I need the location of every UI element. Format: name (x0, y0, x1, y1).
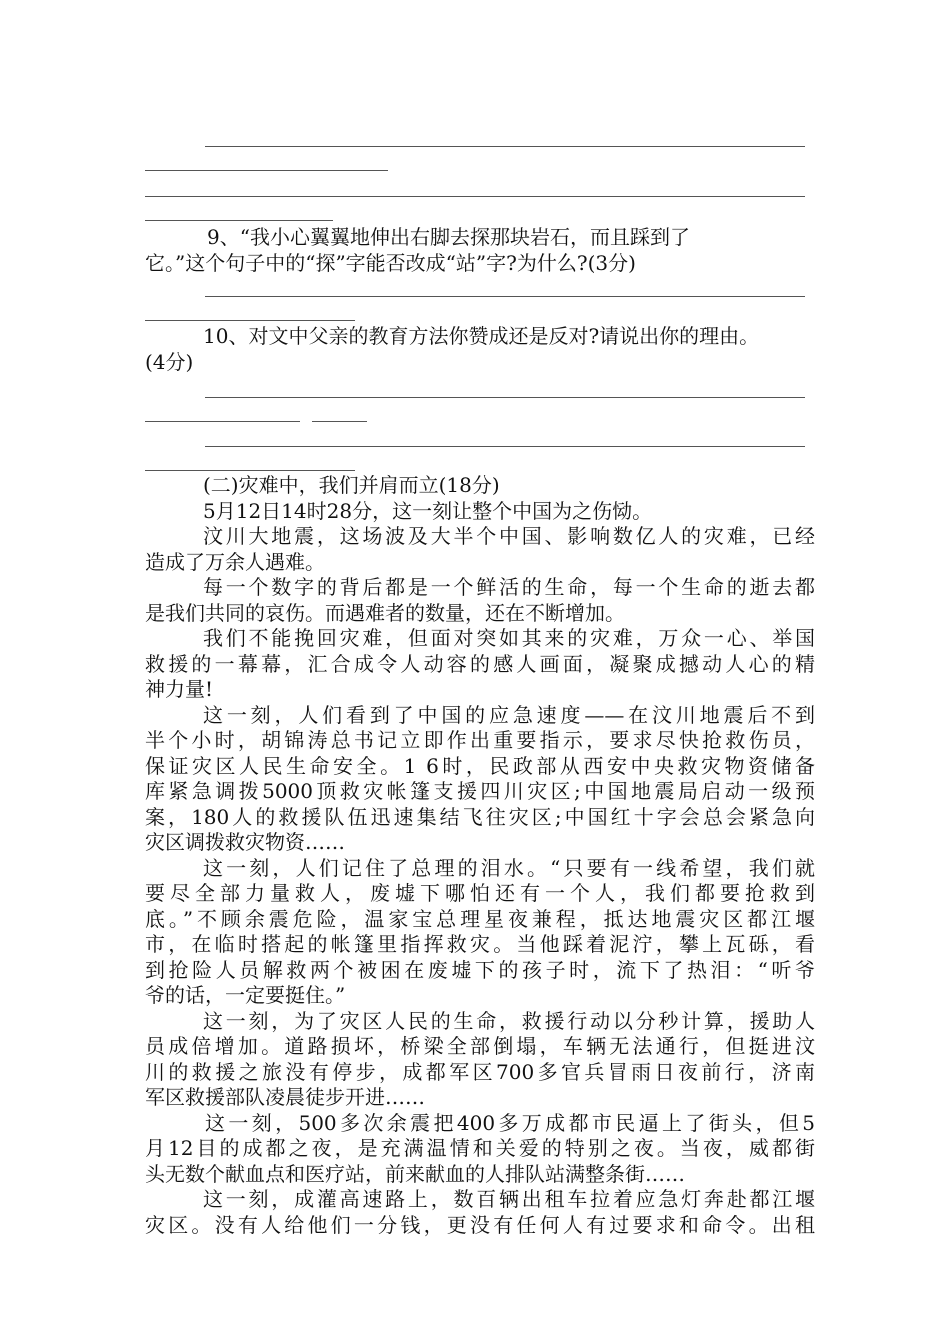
paragraph-7-line: 川的救援之旅没有停步，成都军区700多官兵冒雨日夜前行，济南 (145, 1059, 815, 1084)
paragraph-2-line: 汶川大地震，这场波及大半个中国、影响数亿人的灾难，已经 (203, 524, 815, 548)
section-heading: (二)灾难中，我们并肩而立(18分) (203, 473, 500, 497)
paragraph-5-line: 灾区调拨救灾物资…… (145, 830, 345, 854)
paragraph-8-line: 这一刻，500多次余震把400多万成都市民逼上了街头，但5 (205, 1110, 815, 1135)
paragraph-9-line: 灾区。没有人给他们一分钱，更没有任何人有过要求和命令。出租 (145, 1212, 815, 1237)
answer-line[interactable] (145, 470, 355, 471)
paragraph-8-line: 月12目的成都之夜，是充满温情和关爱的特别之夜。当夜，威都街 (145, 1136, 815, 1160)
paragraph-8-line: 头无数个献血点和医疗站，前来献血的人排队站满整条街…… (145, 1161, 685, 1186)
paragraph-6-line: 这一刻，人们记住了总理的泪水。“只要有一线希望，我们就 (203, 855, 815, 880)
paragraph-3-line: 每一个数字的背后都是一个鲜活的生命，每一个生命的逝去都 (203, 575, 815, 599)
paragraph-5-line: 半个小时，胡锦涛总书记立即作出重要指示，要求尽快抢救伤员， (145, 728, 815, 752)
answer-line[interactable] (145, 320, 355, 321)
paragraph-5-line: 保证灾区人民生命安全。1 6时，民政部从西安中央救灾物资储备 (145, 753, 815, 778)
paragraph-6-line: 爷的话，一定要挺住。” (145, 983, 346, 1007)
answer-line[interactable] (205, 296, 805, 297)
reading-passage (145, 473, 815, 1238)
paragraph-5-line: 库紧急调拨5000顶救灾帐篷支援四川灾区;中国地震局启动一级预 (145, 779, 815, 803)
answer-line[interactable] (145, 220, 333, 221)
question-10 (145, 324, 835, 375)
answer-line[interactable] (205, 397, 805, 398)
paragraph-9-line: 这一刻，成灌高速路上，数百辆出租车拉着应急灯奔赴都江堰 (203, 1187, 815, 1211)
question-10-line1: 10、对文中父亲的教育方法你赞成还是反对?请说出你的理由。 (203, 324, 760, 348)
question-9 (145, 225, 815, 276)
paragraph-7-line: 军区救援部队凌晨徒步开进…… (145, 1085, 425, 1109)
paragraph-4-line: 救援的一幕幕，汇合成令人动容的感人画面，凝聚成撼动人心的精 (145, 651, 815, 676)
paragraph-5-line: 案，180人的救援队伍迅速集结飞往灾区;中国红十字会总会紧急向 (145, 804, 815, 829)
answer-line[interactable] (312, 421, 367, 422)
question-9-line2: 它。”这个句子中的“探”字能否改成“站”字?为什么?(3分) (145, 250, 636, 275)
answer-line[interactable] (145, 421, 300, 422)
paragraph-4-line: 我们不能挽回灾难，但面对突如其来的灾难，万众一心、举国 (203, 626, 815, 650)
paragraph-6-line: 到抢险人员解救两个被困在废墟下的孩子时，流下了热泪：“听爷 (145, 957, 815, 982)
paragraph-6-line: 要尽全部力量救人，废墟下哪怕还有一个人，我们都要抢救到 (145, 881, 815, 905)
answer-line[interactable] (205, 146, 805, 147)
question-9-line1: 9、“我小心翼翼地伸出右脚去探那块岩石，而且踩到了 (207, 225, 690, 249)
paragraph-7-line: 员成倍增加。道路损坏，桥梁全部倒塌，车辆无法通行，但挺进汶 (145, 1034, 815, 1058)
paragraph-7-line: 这一刻，为了灾区人民的生命，救援行动以分秒计算，援助人 (203, 1008, 815, 1033)
paragraph-3-line: 是我们共同的哀伤。而遇难者的数量，还在不断增加。 (145, 600, 625, 625)
paragraph-1-line: 5月12日14时28分，这一刻让整个中国为之伤恸。 (203, 498, 653, 523)
question-10-line2: (4分) (145, 349, 194, 374)
paragraph-5-line: 这一刻，人们看到了中国的应急速度——在汶川地震后不到 (203, 702, 815, 727)
paragraph-6-line: 市，在临时搭起的帐篷里指挥救灾。当他踩着泥泞，攀上瓦砾，看 (145, 932, 815, 956)
answer-line[interactable] (145, 170, 388, 171)
answer-line[interactable] (145, 196, 805, 197)
paragraph-4-line: 神力量! (145, 677, 214, 701)
answer-line[interactable] (205, 446, 805, 447)
paragraph-6-line: 底。”不顾余震危险，温家宝总理星夜兼程，抵达地震灾区都江堰 (145, 906, 815, 931)
paragraph-2-line: 造成了万余人遇难。 (145, 549, 325, 574)
